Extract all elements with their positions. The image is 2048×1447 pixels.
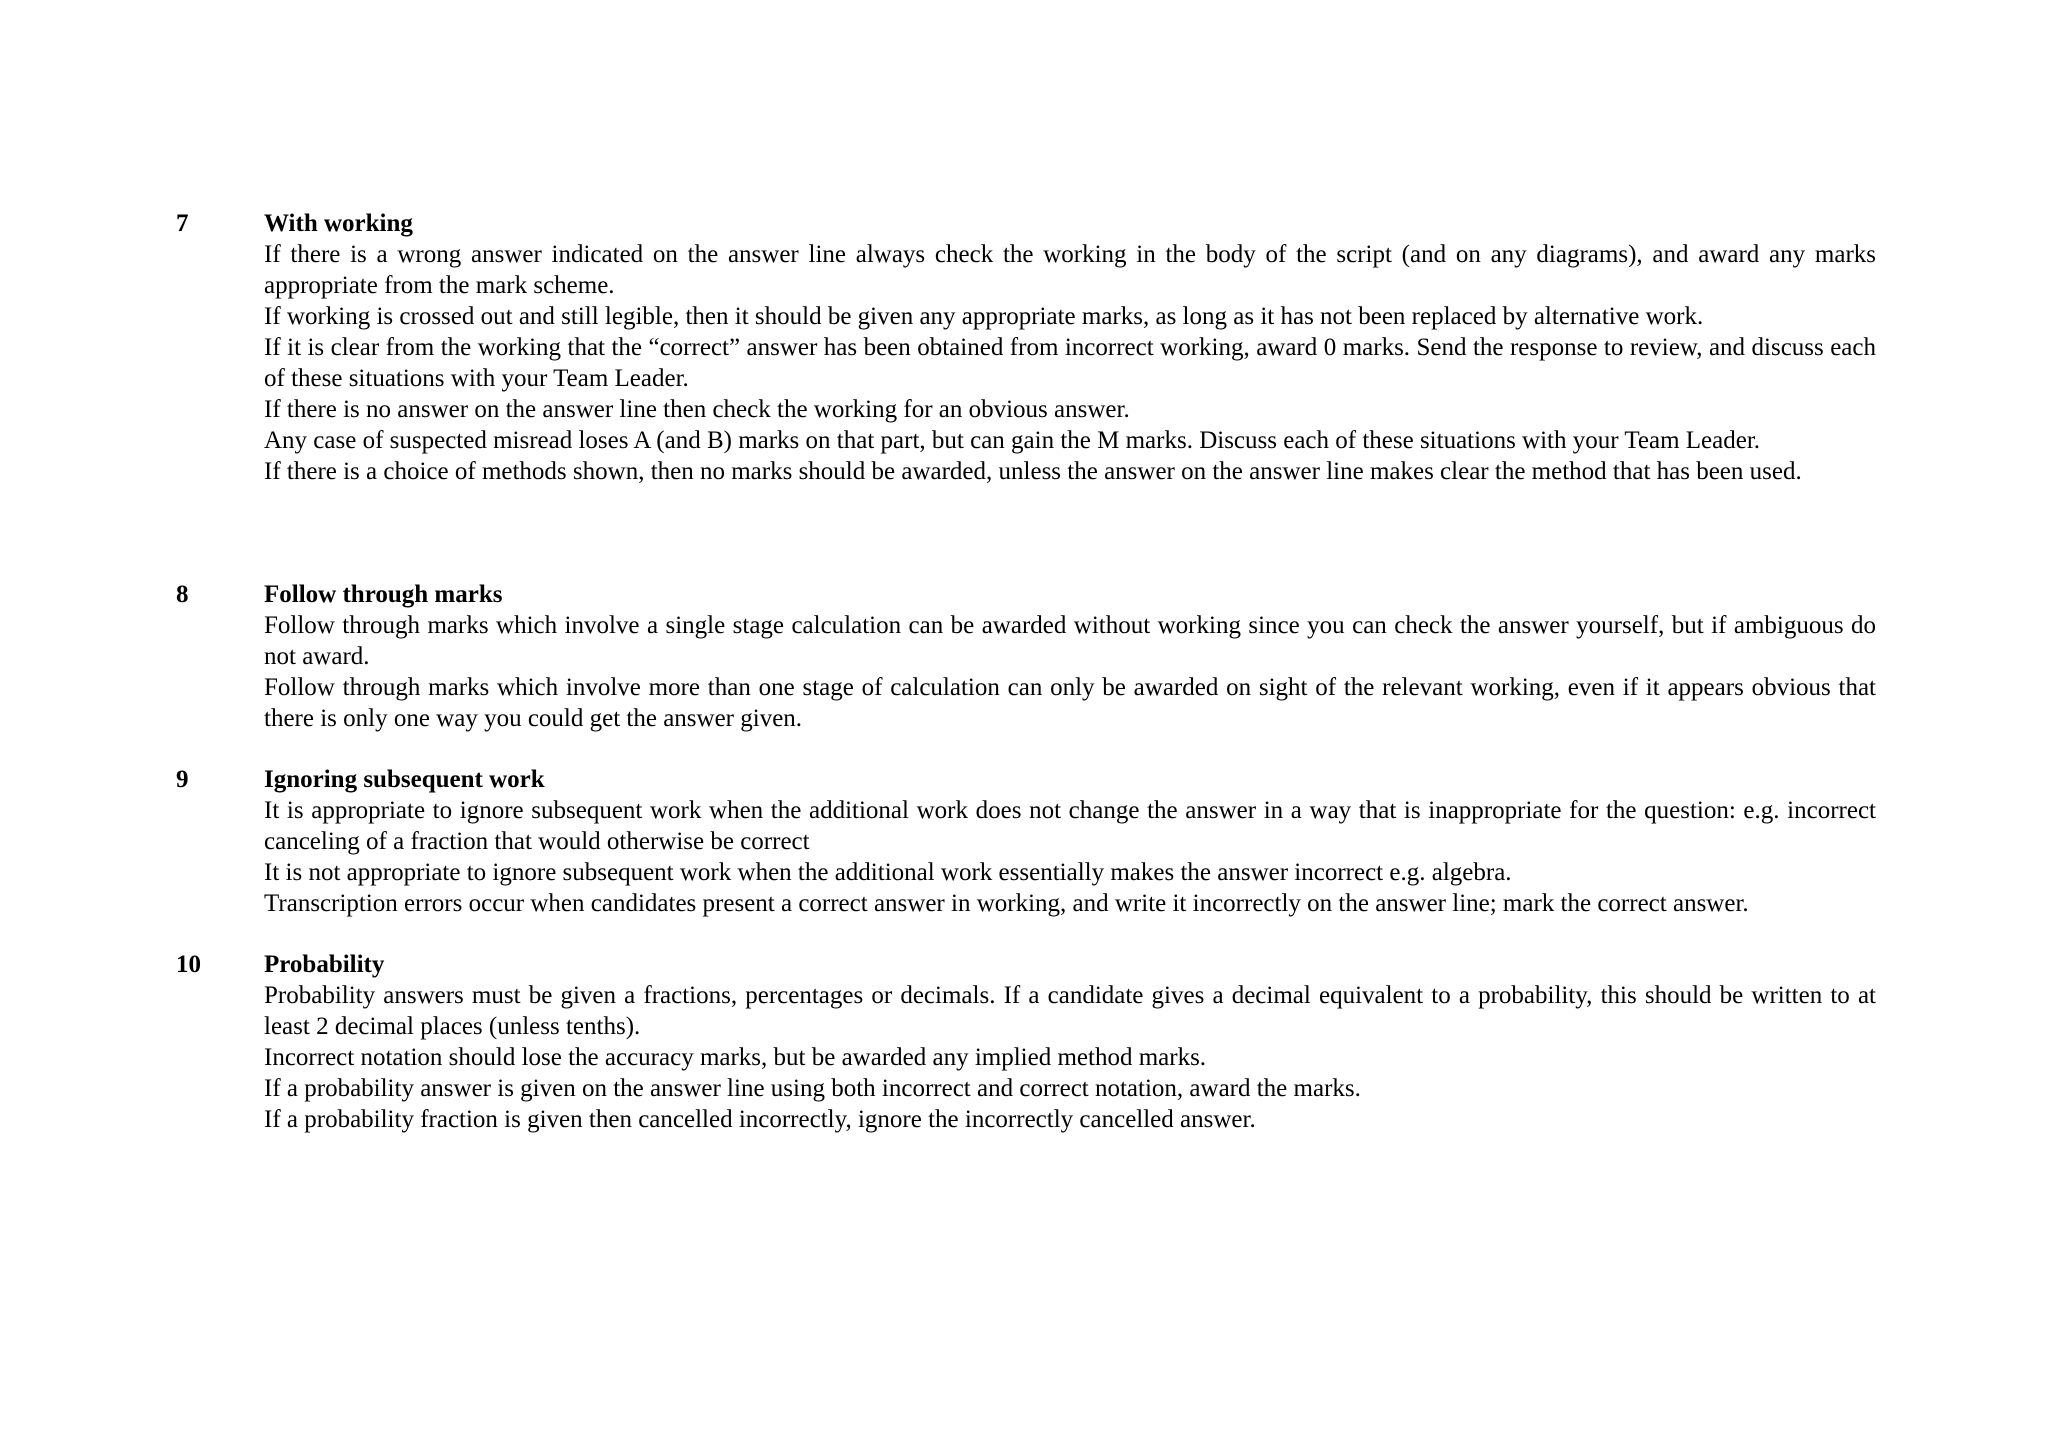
section-number: 9	[176, 766, 189, 793]
paragraph: Transcription errors occur when candidates present a correct answer in working, and write it incorrectly on the answer line; mark the correct answer.	[264, 890, 1749, 917]
paragraph: If working is crossed out and still legible, then it should be given any appropriate marks, as long as it has not been replaced by alternative work.	[264, 303, 1704, 330]
section-title: Probability	[264, 951, 385, 978]
paragraph: Follow through marks which involve more than one stage of calculation can only be awarded on sight of the relevant working, even if it appears obvious that there is only one way you could get the answer given.	[264, 674, 1876, 732]
section-title: Ignoring subsequent work	[264, 766, 545, 793]
section-number: 8	[176, 581, 189, 608]
section-body	[264, 764, 1876, 919]
paragraph: It is not appropriate to ignore subsequent work when the additional work essentially makes the answer incorrect e.g. algebra.	[264, 859, 1512, 886]
paragraph: If there is no answer on the answer line then check the working for an obvious answer.	[264, 396, 1130, 423]
section-title: Follow through marks	[264, 581, 503, 608]
section-body	[264, 949, 1876, 1135]
section-body	[264, 208, 1876, 487]
paragraph: If it is clear from the working that the “correct” answer has been obtained from incorrect working, award 0 marks. Send the response to review, and discuss each of these situations with your Team Leader.	[264, 334, 1876, 392]
paragraph: If there is a choice of methods shown, then no marks should be awarded, unless the answer on the answer line makes clear the method that has been used.	[264, 458, 1802, 485]
section-body	[264, 579, 1876, 734]
paragraph: If a probability answer is given on the answer line using both incorrect and correct notation, award the marks.	[264, 1075, 1361, 1102]
paragraph: Follow through marks which involve a single stage calculation can be awarded without working since you can check the answer yourself, but if ambiguous do not award.	[264, 612, 1876, 670]
paragraph: Any case of suspected misread loses A (and B) marks on that part, but can gain the M marks. Discuss each of these situations with your Team Leader.	[264, 427, 1761, 454]
paragraph: It is appropriate to ignore subsequent work when the additional work does not change the answer in a way that is inappropriate for the question: e.g. incorrect canceling of a fraction that would otherwise be correct	[264, 797, 1876, 855]
paragraph: Probability answers must be given a fractions, percentages or decimals. If a candidate gives a decimal equivalent to a probability, this should be written to at least 2 decimal places (unless tenths).	[264, 982, 1876, 1040]
paragraph: If a probability fraction is given then cancelled incorrectly, ignore the incorrectly cancelled answer.	[264, 1106, 1256, 1133]
paragraph: If there is a wrong answer indicated on the answer line always check the working in the body of the script (and on any diagrams), and award any marks appropriate from the mark scheme.	[264, 241, 1876, 299]
paragraph: Incorrect notation should lose the accuracy marks, but be awarded any implied method marks.	[264, 1044, 1207, 1071]
section-number: 7	[176, 210, 189, 237]
section-number: 10	[176, 951, 201, 978]
section-title: With working	[264, 210, 413, 237]
